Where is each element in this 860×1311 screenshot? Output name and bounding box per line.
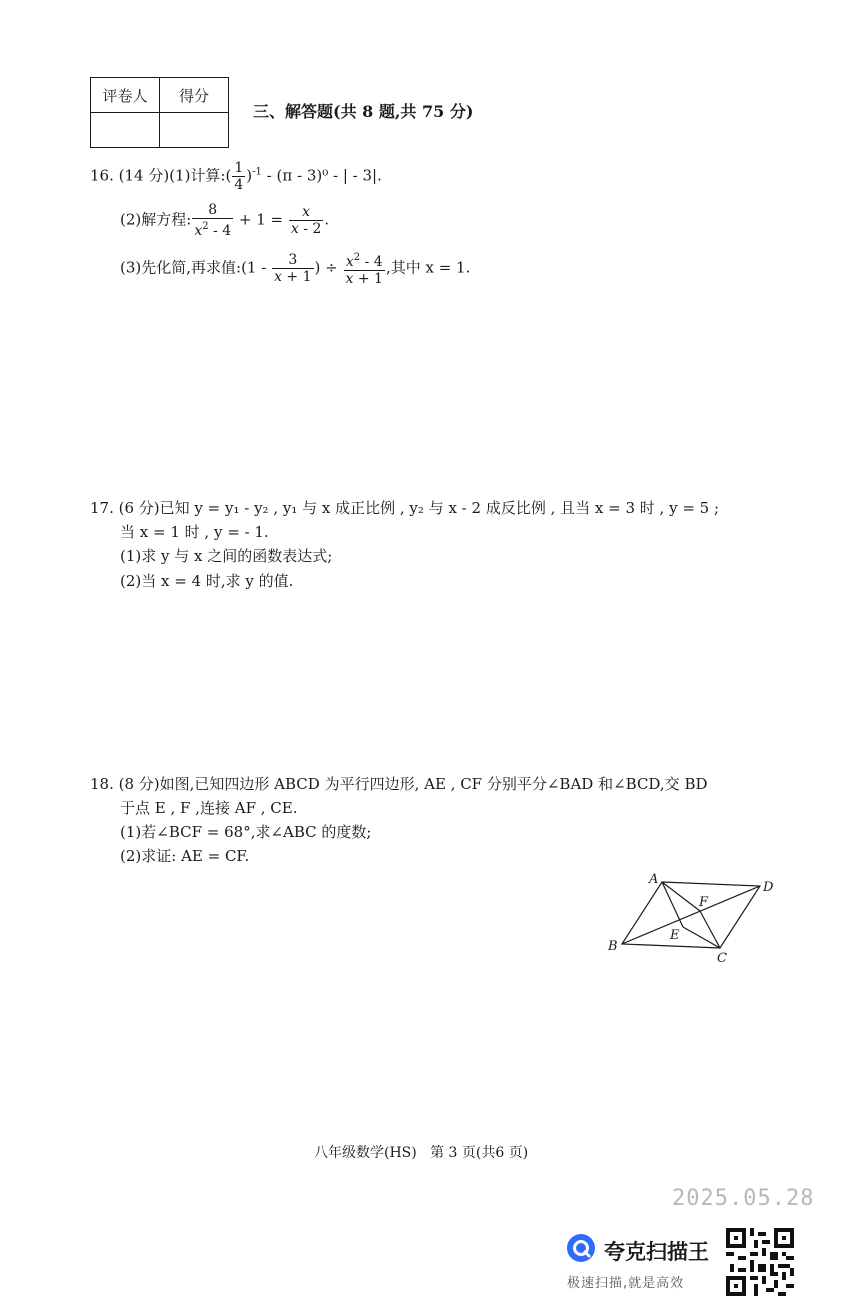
q16-part3-label: (3)先化简,再求值: [120, 258, 242, 277]
label-f: F [699, 895, 709, 910]
fraction-one-quarter: $\frac{1}{4}$ [234, 160, 244, 193]
q17-stem-line1: 17. (6 分)已知 y = y₁ - y₂ , y₁ 与 x 成正比例 , y₂ 与 x - 2 成反比例 , 且当 x = 3 时 , y = 5 ; [90, 499, 720, 517]
label-e: E [670, 928, 680, 943]
parallelogram-figure [600, 868, 790, 968]
q17-part2: (2)当 x = 4 时,求 y 的值. [120, 572, 294, 590]
q16-part1-label: (1)计算: [169, 166, 226, 185]
q17-part1: (1)求 y 与 x 之间的函数表达式; [120, 547, 333, 565]
score-table-grader-cell [91, 113, 160, 148]
score-table-grader-header: 评卷人 [91, 78, 160, 113]
label-d: D [763, 880, 774, 895]
q16-part3: (3)先化简,再求值:(1 - $\frac{3}{x + 1}$ ) ÷ $\frac{x^2 - 4}{x + 1}$ ,其中 x = 1. [120, 252, 471, 287]
segment-af [662, 882, 700, 911]
label-b: B [608, 939, 618, 954]
fraction-x-over-x-2: $\frac{x}{x - 2}$ [290, 204, 322, 237]
label-c: C [717, 951, 727, 966]
q18-part2: (2)求证: AE = CF. [120, 847, 250, 865]
fraction-3-over-x1: $\frac{3}{x + 1}$ [274, 252, 312, 285]
q16-part3-tail: ,其中 x = 1. [385, 258, 471, 277]
quark-logo-icon [566, 1233, 596, 1263]
q18-stem-line2: 于点 E , F ,连接 AF , CE. [120, 799, 298, 817]
q18-stem-line1: 18. (8 分)如图,已知四边形 ABCD 为平行四边形, AE , CF 分别平分∠BAD 和∠BCD,交 BD [90, 775, 708, 793]
fraction-8-over-x2-4: $\frac{8}{x^2 - 4}$ [194, 202, 232, 239]
score-table-score-cell [160, 113, 229, 148]
label-a: A [649, 872, 659, 887]
q16-part2-label: (2)解方程: [120, 210, 192, 229]
page-footer: 八年级数学(HS) 第 3 页(共6 页) [314, 1145, 529, 1161]
score-table-score-header: 得分 [160, 78, 229, 113]
scan-date-stamp: 2025.05.28 [672, 1186, 815, 1211]
q18-part1: (1)若∠BCF = 68°,求∠ABC 的度数; [120, 823, 372, 841]
scanner-app-name: 夸克扫描王 [604, 1240, 709, 1264]
qr-code-icon[interactable] [726, 1228, 794, 1296]
q16-number: 16. (14 分) [90, 166, 170, 185]
q16-part1: 16. (14 分)(1)计算:( $\frac{1}{4}$ )$^{-1}$ - (π - 3)⁰ - | - 3|. [90, 160, 382, 193]
q16-part1-expression: - (π - 3)⁰ - | - 3|. [266, 166, 382, 185]
segment-ae [662, 882, 683, 927]
q16-part2: (2)解方程: $\frac{8}{x^2 - 4}$ + 1 = $\frac{x}{x - 2}$ . [120, 202, 330, 239]
fraction-x2-4-over-x1: $\frac{x^2 - 4}{x + 1}$ [345, 252, 383, 287]
section-title: 三、解答题(共 8 题,共 75 分) [253, 102, 474, 121]
q17-stem-line2: 当 x = 1 时 , y = - 1. [120, 523, 269, 541]
score-table [90, 77, 229, 148]
diagonal-bd [622, 886, 760, 944]
scanner-slogan: 极速扫描,就是高效 [567, 1276, 685, 1291]
